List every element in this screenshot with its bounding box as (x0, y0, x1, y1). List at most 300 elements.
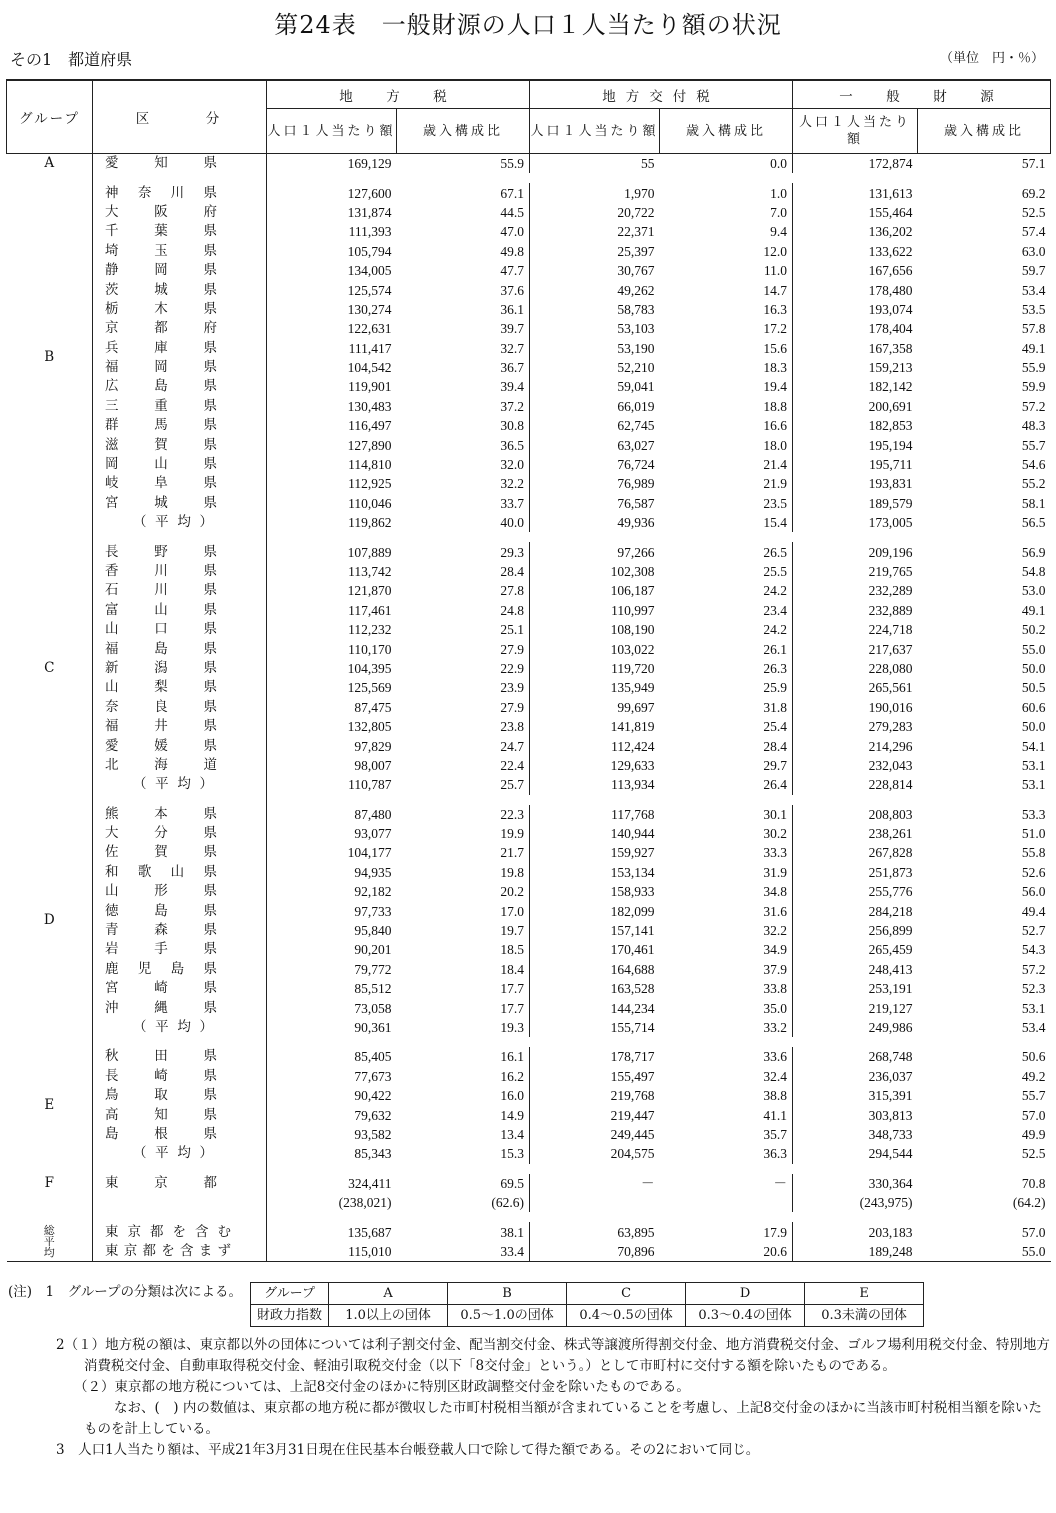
row-name-text: 岐阜県 (105, 475, 217, 492)
value-local-tax: 113,742 (348, 564, 392, 579)
row-name (93, 494, 267, 513)
row-name-text: 三重県 (105, 397, 217, 414)
value-local-tax-ratio: 30.8 (397, 416, 530, 435)
value-local-tax: 112,232 (348, 622, 392, 638)
value-grant-tax: 113,934 (611, 777, 655, 793)
table-row (7, 843, 1051, 862)
row-name (93, 339, 267, 358)
value-local-tax-ratio: 67.1 (397, 183, 530, 202)
group-label: C (7, 542, 93, 794)
value-local-tax: 111,393 (348, 224, 392, 240)
gap-cell (7, 1164, 93, 1174)
value-local-tax-ratio: 17.7 (397, 998, 530, 1017)
value-grant-tax-ratio: 28.4 (660, 736, 793, 755)
value-local-tax-ratio: 40.0 (397, 513, 530, 532)
table-row (7, 979, 1051, 998)
value-general: 133,622 (868, 243, 913, 259)
row-name-text: 福井県 (105, 718, 217, 735)
gap-cell (7, 532, 93, 542)
value-general-ratio: 63.0 (1021, 243, 1046, 259)
row-name (93, 775, 267, 794)
value-local-tax: 90,422 (354, 1088, 392, 1104)
classification-header: D (686, 1283, 805, 1305)
header-ratio: 歳入構成比 (397, 109, 530, 154)
value-general: 195,711 (869, 457, 913, 473)
value-general-ratio: 54.6 (1021, 457, 1046, 473)
table-row (7, 319, 1051, 338)
value-lt: 324,411 (348, 1175, 392, 1191)
value-grant-tax-ratio: 17.9 (660, 1222, 793, 1241)
value-local-tax: 134,005 (347, 263, 392, 279)
value-general-ratio: 52.5 (1021, 1146, 1046, 1162)
value-local-tax-ratio: 32.2 (397, 474, 530, 493)
value-general: 265,459 (868, 942, 913, 958)
value-general: 189,248 (793, 1242, 918, 1262)
value-local-tax: 93,582 (354, 1126, 392, 1142)
row-name (93, 455, 267, 474)
value-grant-tax-ratio: 17.2 (660, 319, 793, 338)
row-name (93, 639, 267, 658)
value-local-tax: 119,862 (348, 515, 392, 531)
value-local-tax-ratio: 19.3 (397, 1018, 530, 1037)
value-local-tax: 130,274 (347, 301, 392, 317)
row-name (93, 921, 267, 940)
value-grant-tax: 155,714 (610, 1019, 655, 1035)
value-local-tax-ratio: 14.9 (397, 1105, 530, 1124)
value-local-tax-ratio: 24.7 (397, 736, 530, 755)
value-grant-tax-ratio: 20.6 (660, 1242, 793, 1262)
value-general: 315,391 (868, 1088, 913, 1104)
table-row (7, 921, 1051, 940)
value-grant-tax-ratio: 26.5 (660, 542, 793, 561)
gap-cell (7, 795, 93, 805)
value-grant-tax: 53,190 (617, 340, 655, 356)
row-name-text: 群馬県 (105, 417, 217, 434)
row-name-text: 宮崎県 (105, 980, 217, 997)
value-general-ratio: 55.7 (1021, 1088, 1046, 1104)
value-grant-tax: 97,266 (617, 544, 655, 560)
gap-cell (93, 1037, 267, 1047)
gap-cell (267, 173, 1051, 183)
value-local-tax: 85,343 (354, 1146, 392, 1162)
value-grant-tax: 102,308 (610, 564, 655, 579)
gap-cell (93, 1164, 267, 1174)
row-name-text: 島根県 (105, 1125, 217, 1142)
value-lt2: (238,021) (338, 1195, 392, 1211)
value-grant-tax: 182,099 (610, 903, 655, 919)
value-local-tax: 131,874 (347, 204, 392, 220)
value-general-ratio: 55.8 (1021, 845, 1046, 861)
value-local-tax-ratio: 27.9 (397, 698, 530, 717)
value-local-tax-ratio: 25.1 (397, 620, 530, 639)
value-general-ratio: 49.1 (1021, 602, 1046, 618)
value-local-tax-ratio: 39.7 (397, 319, 530, 338)
row-gap (7, 1164, 1051, 1174)
value-local-tax-ratio: 23.8 (397, 717, 530, 736)
value-local-tax-ratio: 33.7 (397, 494, 530, 513)
value-general-ratio: 54.8 (1021, 564, 1046, 579)
value-grant-tax: 76,724 (617, 457, 655, 473)
value-grant-tax: 119,720 (611, 660, 655, 676)
value-grant-tax-ratio: 34.8 (660, 882, 793, 901)
value-gt: － (641, 1175, 655, 1191)
value-local-tax: 119,901 (348, 379, 392, 395)
value-local-tax: 87,480 (354, 806, 392, 822)
value-grant-tax: 53,103 (617, 321, 655, 337)
value-grant-tax-ratio: 21.9 (660, 474, 793, 493)
row-name (93, 1105, 267, 1124)
value-general: 253,191 (868, 981, 913, 997)
value-general: 195,194 (868, 437, 913, 453)
row-name-text: 岡山県 (105, 456, 217, 473)
row-name (93, 882, 267, 901)
value-grant-tax: 49,936 (617, 515, 655, 531)
value-general-ratio: 53.4 (1021, 282, 1046, 298)
value-grant-tax-ratio: 36.3 (660, 1144, 793, 1163)
value-grant-tax: 158,933 (610, 884, 655, 900)
table-row (7, 1242, 1051, 1262)
row-name (93, 562, 267, 581)
value-local-tax-ratio: 29.3 (397, 542, 530, 561)
table-row (7, 562, 1051, 581)
value-grant-tax-ratio: 26.4 (660, 775, 793, 794)
table-row (7, 222, 1051, 241)
group-label: B (7, 183, 93, 532)
group-label: A (7, 154, 93, 174)
value-grant-tax: 20,722 (617, 204, 655, 220)
value-gtr: － (660, 1174, 793, 1193)
value-grant-tax-ratio: 35.7 (660, 1125, 793, 1144)
row-name (93, 601, 267, 620)
value-general-ratio: 48.3 (1021, 418, 1046, 434)
table-row (7, 203, 1051, 222)
row-name (93, 805, 267, 824)
table-row (7, 1222, 1051, 1241)
row-name (93, 901, 267, 920)
row-name (93, 581, 267, 600)
value-general: 265,561 (868, 680, 913, 696)
row-name (93, 261, 267, 280)
table-row (7, 659, 1051, 678)
value-grant-tax: 219,768 (610, 1088, 655, 1104)
value-local-tax-ratio: 24.8 (397, 601, 530, 620)
table-row (7, 1174, 1051, 1193)
value-local-tax: 117,461 (348, 602, 392, 618)
value-grant-tax-ratio: 18.0 (660, 435, 793, 454)
table-row (7, 620, 1051, 639)
value-local-tax: 127,600 (347, 185, 392, 201)
value-grant-tax: 63,895 (617, 1224, 655, 1240)
value-general: 267,828 (868, 845, 913, 861)
value-local-tax-ratio: 16.1 (397, 1047, 530, 1066)
row-name-text: 北海道 (105, 756, 217, 773)
value-local-tax: 79,772 (354, 961, 392, 977)
value-g: 330,364 (868, 1175, 913, 1191)
value-grant-tax-ratio: 33.8 (660, 979, 793, 998)
value-grant-tax: 25,397 (617, 243, 655, 259)
value-general-ratio: 50.5 (1021, 680, 1046, 696)
value-general-ratio: 55.7 (1021, 437, 1046, 453)
value-grant-tax-ratio: 33.6 (660, 1047, 793, 1066)
table-row (7, 882, 1051, 901)
row-gap (7, 1212, 1051, 1222)
value-local-tax-ratio: 49.8 (397, 242, 530, 261)
value-grant-tax-ratio: 24.2 (660, 620, 793, 639)
group-label-total: 総平均 (7, 1222, 93, 1261)
row-name-text: 香川県 (105, 563, 217, 579)
value-ltr: 69.5 (397, 1174, 530, 1193)
value-general-ratio: 58.1 (1021, 495, 1046, 511)
row-name-text: 高知県 (105, 1106, 217, 1123)
value-grant-tax: 110,997 (611, 602, 655, 618)
gap-cell (7, 173, 93, 183)
value-grant-tax: 106,187 (610, 583, 655, 599)
row-name (93, 377, 267, 396)
gap-cell (267, 1164, 1051, 1174)
value-local-tax-ratio: 44.5 (397, 203, 530, 222)
row-name (93, 1174, 267, 1213)
value-general-ratio: 50.6 (1021, 1049, 1046, 1065)
row-name-text: （平均） (133, 776, 213, 793)
value-general-ratio: 55.9 (1021, 360, 1046, 376)
value-general-ratio: 49.9 (1021, 1126, 1046, 1142)
value-local-tax-ratio: 21.7 (397, 843, 530, 862)
value-grant-tax-ratio: 41.1 (660, 1105, 793, 1124)
value-grant-tax-ratio: 37.9 (660, 960, 793, 979)
value-grant-tax: 58,783 (617, 301, 655, 317)
value-general: 178,404 (868, 321, 913, 337)
value-local-tax-ratio: 13.4 (397, 1125, 530, 1144)
header-grant-tax: 地方交付税 (530, 80, 793, 109)
value-grant-tax-ratio: 26.3 (660, 659, 793, 678)
value-general-ratio: 56.5 (1021, 515, 1046, 531)
gap-cell (93, 1212, 267, 1222)
row-name (93, 1242, 267, 1262)
value-grant-tax: 164,688 (610, 961, 655, 977)
value-local-tax: 130,483 (347, 398, 392, 414)
table-row (7, 698, 1051, 717)
value-grant-tax-ratio: 16.3 (660, 300, 793, 319)
row-name (93, 474, 267, 493)
value-local-tax: 114,810 (348, 457, 392, 473)
table-row (7, 154, 1051, 174)
row-name-text: 新潟県 (105, 659, 217, 676)
value-grant-tax: 157,141 (610, 923, 655, 939)
row-name-text: 青森県 (105, 922, 217, 939)
gap-cell (267, 795, 1051, 805)
row-name (93, 698, 267, 717)
row-name (93, 222, 267, 241)
value-grant-tax-ratio: 32.4 (660, 1067, 793, 1086)
row-name-text: 福島県 (105, 640, 217, 657)
classification-header: B (448, 1283, 567, 1305)
row-name (93, 203, 267, 222)
value-grant-tax: 117,768 (611, 806, 655, 822)
table-row (7, 1067, 1051, 1086)
row-name (93, 242, 267, 261)
value-local-tax-ratio: 19.8 (397, 863, 530, 882)
value-grant-tax: 159,927 (610, 845, 655, 861)
value-local-tax-ratio: 39.4 (397, 377, 530, 396)
value-local-tax-ratio: 19.7 (397, 921, 530, 940)
value-local-tax: 104,542 (347, 360, 392, 376)
value-grant-tax-ratio: 33.2 (660, 1018, 793, 1037)
table-row (7, 824, 1051, 843)
row-name (93, 979, 267, 998)
row-name (93, 358, 267, 377)
value-local-tax: 112,925 (348, 476, 392, 492)
row-name-text: 奈良県 (105, 698, 217, 715)
table-row (7, 1105, 1051, 1124)
value-g2: (243,975) (859, 1195, 913, 1211)
gap-cell (93, 532, 267, 542)
value-local-tax: 135,687 (347, 1224, 392, 1240)
value-grant-tax: 249,445 (610, 1126, 655, 1142)
row-name-text: 大分県 (105, 825, 217, 842)
value-general: 232,043 (868, 757, 913, 773)
value-grant-tax: 22,371 (617, 224, 655, 240)
row-gap (7, 795, 1051, 805)
value-local-tax-ratio: 37.6 (397, 280, 530, 299)
table-row (7, 435, 1051, 454)
value-local-tax-ratio: 22.4 (397, 756, 530, 775)
table-row (7, 300, 1051, 319)
value-general: 182,853 (868, 418, 913, 434)
value-grant-tax: 49,262 (617, 282, 655, 298)
value-general-ratio: 54.3 (1021, 942, 1046, 958)
row-name-text: 鳥取県 (105, 1087, 217, 1104)
value-grant-tax: 99,697 (617, 699, 655, 715)
row-name-text: 山形県 (105, 883, 217, 900)
row-name (93, 1144, 267, 1163)
value-local-tax: 116,497 (348, 418, 392, 434)
value-general: 155,464 (868, 204, 913, 220)
row-name-text: 静岡県 (105, 262, 217, 279)
value-local-tax: 94,935 (354, 864, 392, 880)
value-grant-tax-ratio: 23.4 (660, 601, 793, 620)
value-local-tax: 110,046 (348, 495, 392, 511)
value-grant-tax-ratio: 11.0 (660, 261, 793, 280)
row-name (93, 620, 267, 639)
value-local-tax: 97,829 (354, 738, 392, 754)
value-grant-tax-ratio: 18.3 (660, 358, 793, 377)
table-row (7, 474, 1051, 493)
value-general: 200,691 (868, 398, 913, 414)
table-row (7, 261, 1051, 280)
value-general-ratio: 53.1 (1021, 1000, 1046, 1016)
value-grant-tax-ratio: 34.9 (660, 940, 793, 959)
value-empty (530, 1193, 660, 1212)
value-general-ratio: 51.0 (1021, 826, 1046, 842)
value-general-ratio: 57.2 (1021, 398, 1046, 414)
value-general-ratio: 53.3 (1021, 806, 1046, 822)
page-title: 第24表 一般財源の人口１人当たり額の状況 (274, 11, 782, 39)
row-name (93, 717, 267, 736)
value-general-ratio: 53.1 (1021, 777, 1046, 793)
value-local-tax: 95,840 (354, 923, 392, 939)
value-grant-tax-ratio: 9.4 (660, 222, 793, 241)
row-gap (7, 1037, 1051, 1047)
value-general: 167,358 (868, 340, 913, 356)
note-2-1: 2（１）地方税の額は、東京都以外の団体については利子割交付金、配当割交付金、株式等譲渡所得割交付金、地方消費税交付金、ゴルフ場利用税交付金、特別地方消費税交付金、自動車取得税交付金、軽油引取税交付金（以下「8交付金」という。）として市町村に交付する額を除いたものである。 (56, 1337, 1050, 1374)
value-local-tax: 90,201 (354, 942, 392, 958)
table-row (7, 494, 1051, 513)
value-general-ratio: 52.5 (1021, 204, 1046, 220)
classification-value: 1.0以上の団体 (329, 1305, 448, 1327)
value-gr2: (64.2) (1012, 1195, 1046, 1211)
gap-cell (7, 1212, 93, 1222)
row-name-text: 兵庫県 (105, 339, 217, 356)
value-general: 249,986 (868, 1019, 913, 1035)
header-group: グループ (7, 80, 93, 154)
table-row (7, 678, 1051, 697)
value-grant-tax: 219,447 (610, 1107, 655, 1123)
row-name-text: 神奈川県 (105, 184, 217, 201)
row-name-text: 福岡県 (105, 359, 217, 376)
row-name-text: 千葉県 (105, 223, 217, 240)
value-local-tax: 85,405 (354, 1049, 392, 1065)
row-name (93, 1222, 267, 1241)
value-local-tax-ratio: 22.3 (397, 805, 530, 824)
value-local-tax: 122,631 (347, 321, 392, 337)
value-general-ratio: 52.3 (1021, 981, 1046, 997)
value-local-tax: 97,733 (354, 903, 392, 919)
value-grant-tax: 63,027 (617, 437, 655, 453)
row-name-text: （平均） (133, 514, 213, 531)
value-general: 224,718 (868, 622, 913, 638)
classification-header: グループ (251, 1283, 329, 1305)
group-label: E (7, 1047, 93, 1163)
row-name-text: 岩手県 (105, 941, 217, 958)
row-name (93, 843, 267, 862)
value-grant-tax-ratio: 18.8 (660, 397, 793, 416)
value-grant-tax: 163,528 (610, 981, 655, 997)
value-general-ratio: 55.2 (1021, 476, 1046, 492)
table-row (7, 581, 1051, 600)
table-body (7, 154, 1051, 1262)
value-grant-tax-ratio: 25.9 (660, 678, 793, 697)
table-row (7, 775, 1051, 794)
row-name (93, 824, 267, 843)
value-general-ratio: 57.2 (1021, 961, 1046, 977)
row-name-text: 宮城県 (105, 494, 217, 511)
header-per-capita: 人口１人当たり額 (793, 109, 918, 154)
value-general: 228,814 (868, 777, 913, 793)
classification-value: 0.3～0.4の団体 (686, 1305, 805, 1327)
row-name (93, 1086, 267, 1105)
classification-header: E (805, 1283, 924, 1305)
row-name-text: 大阪府 (105, 203, 217, 220)
classification-value: 0.5～1.0の団体 (448, 1305, 567, 1327)
value-grant-tax-ratio: 19.4 (660, 377, 793, 396)
value-grant-tax: 108,190 (610, 622, 655, 638)
table-row (7, 998, 1051, 1017)
value-grant-tax: 204,575 (610, 1146, 655, 1162)
header-ratio: 歳入構成比 (918, 109, 1051, 154)
value-local-tax: 132,805 (347, 719, 392, 735)
value-general-ratio: 53.0 (1021, 583, 1046, 599)
value-local-tax-ratio: 15.3 (397, 1144, 530, 1163)
row-name (93, 280, 267, 299)
value-general: 279,283 (868, 719, 913, 735)
value-grant-tax-ratio: 16.6 (660, 416, 793, 435)
value-local-tax-ratio: 19.9 (397, 824, 530, 843)
row-name (93, 397, 267, 416)
table-row (7, 1125, 1051, 1144)
row-name (93, 736, 267, 755)
value-general-ratio: 59.7 (1021, 263, 1046, 279)
value-grant-tax-ratio: 35.0 (660, 998, 793, 1017)
